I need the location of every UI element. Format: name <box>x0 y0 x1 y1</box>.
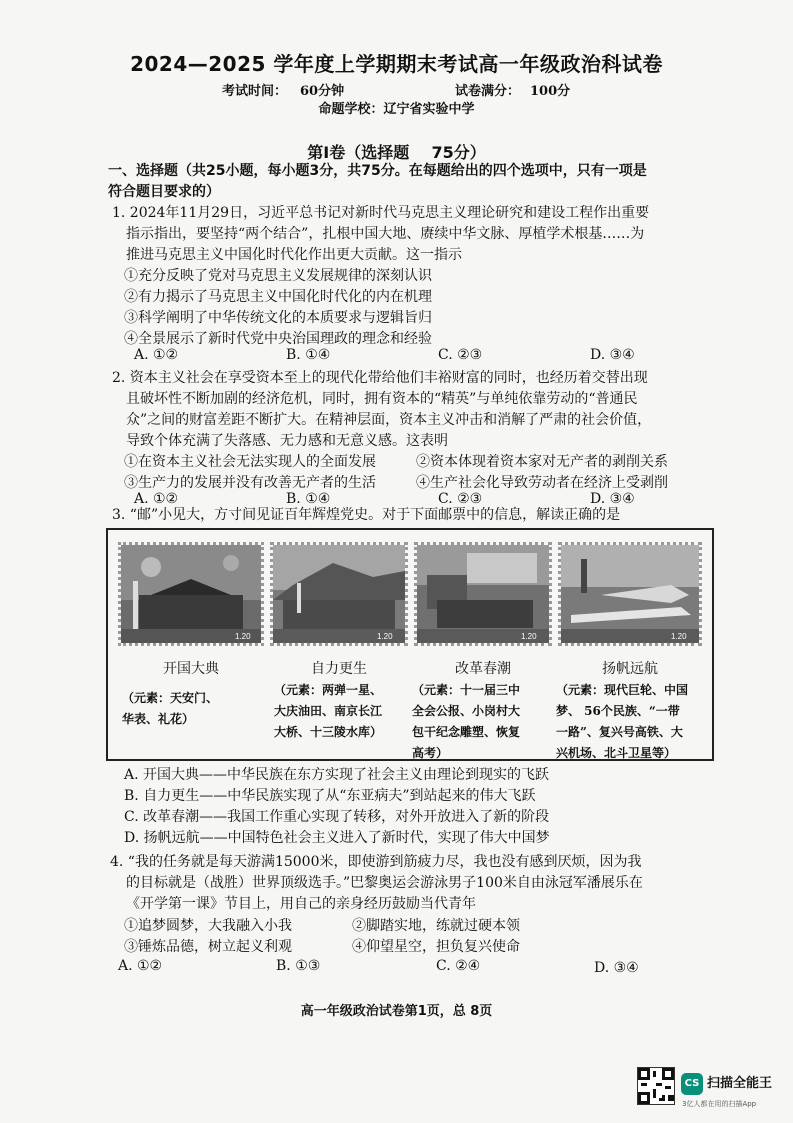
stamp-2-desc: （元素：两弹一星、 大庆油田、南京长江 大桥、十三陵水库） <box>274 683 383 739</box>
qr-code-icon <box>637 1067 675 1105</box>
instructions-line-1: 一、选择题（共25小题，每小题3分，共75分。在每题给出的四个选项中，只有一项是 <box>108 163 647 179</box>
q1-stem-line-1: 1. 2024年11月29日，习近平总书记对新时代马克思主义理论研究和建设工程作出重要 <box>112 205 650 221</box>
q4-item-4: ④仰望星空，担负复兴使命 <box>352 939 520 955</box>
stamp-2-denomination: 1.20 <box>377 632 393 641</box>
q3-option-a[interactable]: A. 开国大典——中华民族在东方实现了社会主义由理论到现实的飞跃 <box>124 767 550 783</box>
q2-stem-line-4: 导致个体充满了失落感、无力感和无意义感。这表明 <box>126 433 448 449</box>
stamp-1-caption: 开国大典 <box>163 661 219 677</box>
camscanner-tagline: 3亿人都在用的扫描App <box>682 1100 757 1108</box>
exam-score-value: 100分 <box>530 84 571 99</box>
camscanner-name: 扫描全能王 <box>707 1076 773 1091</box>
q3-option-b[interactable]: B. 自力更生——中华民族实现了从“东亚病夫”到站起来的伟大飞跃 <box>124 788 536 804</box>
q2-stem-line-1: 2. 资本主义社会在享受资本至上的现代化带给他们丰裕财富的同时，也经历着交替出现 <box>112 370 648 386</box>
q4-item-3: ③锤炼品德，树立起义利观 <box>124 939 292 955</box>
exam-time-label: 考试时间： <box>222 84 288 99</box>
q4-stem-line-1: 4. “我的任务就是每天游满15000米，即使游到筋疲力尽，我也没有感到厌烦，因为我 <box>110 854 642 870</box>
q4-item-2: ②脚踏实地，练就过硬本领 <box>352 918 520 934</box>
stamp-self-reliance <box>270 542 408 646</box>
q2-stem-line-2: 且破坏性不断加剧的经济危机，同时，拥有资本的“精英”与单纯依靠劳动的“普通民 <box>126 391 638 407</box>
stamp-4-desc: （元素：现代巨轮、中国 梦、 56个民族、“一带 一路”、复兴号高铁、大 兴机场、北斗卫星等） <box>556 683 689 760</box>
stamp-3-denomination: 1.20 <box>521 632 537 641</box>
q1-option-c[interactable]: C. ②③ <box>438 347 483 363</box>
q2-item-3: ③生产力的发展并没有改善无产者的生活 <box>124 475 376 491</box>
q4-stem-line-3: 《开学第一课》节目上，用自己的亲身经历鼓励当代青年 <box>126 896 476 912</box>
q4-stem-line-2: 的目标就是（战胜）世界顶级选手。”巴黎奥运会游泳男子100米自由泳冠军潘展乐在 <box>126 875 643 891</box>
q1-option-d[interactable]: D. ③④ <box>590 347 635 363</box>
exam-school: 命题学校：辽宁省实验中学 <box>318 102 475 117</box>
exam-score-label: 试卷满分： <box>455 84 521 99</box>
q1-stem-line-2: 指示指出，要坚持“两个结合”，扎根中国大地、赓续中华文脉、厚植学术根基……为 <box>126 226 645 242</box>
q1-item-3: ③科学阐明了中华传统文化的本质要求与逻辑旨归 <box>124 310 432 326</box>
q1-item-1: ①充分反映了党对马克思主义发展规律的深刻认识 <box>124 268 432 284</box>
q2-option-d[interactable]: D. ③④ <box>590 491 635 507</box>
camscanner-logo-icon: CS <box>681 1073 703 1095</box>
q2-option-a[interactable]: A. ①② <box>134 491 179 507</box>
q2-stem-line-3: 众”之间的财富差距不断扩大。在精神层面，资本主义冲击和消解了严肃的社会价值， <box>126 412 652 428</box>
stamp-founding-ceremony <box>118 542 264 646</box>
q4-option-b[interactable]: B. ①③ <box>276 958 321 974</box>
q2-option-b[interactable]: B. ①④ <box>286 491 331 507</box>
q1-stem-line-3: 推进马克思主义中国化时代化作出更大贡献。这一指示 <box>126 247 462 263</box>
stamp-1-desc: （元素：天安门、 华表、礼花） <box>122 691 219 726</box>
stamp-4-caption: 扬帆远航 <box>602 661 658 677</box>
section-title: 第Ⅰ卷（选择题 75分） <box>307 143 486 162</box>
stamp-2-caption: 自力更生 <box>311 661 367 677</box>
stamp-figure-box <box>106 528 714 761</box>
q4-option-c[interactable]: C. ②④ <box>436 958 481 974</box>
stamp-reform-tide <box>414 542 552 646</box>
q2-item-4: ④生产社会化导致劳动者在经济上受剥削 <box>416 475 668 491</box>
q2-item-2: ②资本体现着资本家对无产者的剥削关系 <box>416 454 668 470</box>
q3-option-c[interactable]: C. 改革春潮——我国工作重心实现了转移，对外开放进入了新的阶段 <box>124 809 550 825</box>
instructions-line-2: 符合题目要求的） <box>108 184 220 200</box>
q1-item-4: ④全景展示了新时代党中央治国理政的理念和经验 <box>124 331 432 347</box>
q1-option-b[interactable]: B. ①④ <box>286 347 331 363</box>
exam-title: 2024—2025 学年度上学期期末考试高一年级政治科试卷 <box>130 52 663 76</box>
q4-option-d[interactable]: D. ③④ <box>594 960 639 976</box>
q2-item-1: ①在资本主义社会无法实现人的全面发展 <box>124 454 376 470</box>
q2-option-c[interactable]: C. ②③ <box>438 491 483 507</box>
q1-item-2: ②有力揭示了马克思主义中国化时代化的内在机理 <box>124 289 432 305</box>
stamp-3-caption: 改革春潮 <box>455 661 511 677</box>
stamp-setting-sail <box>558 542 702 646</box>
q1-option-a[interactable]: A. ①② <box>134 347 179 363</box>
page-footer: 高一年级政治试卷第1页，总 8页 <box>300 1004 493 1019</box>
stamp-3-desc: （元素：十一届三中 全会公报、小岗村大 包干纪念雕塑、恢复 高考） <box>412 683 521 760</box>
q4-item-1: ①追梦圆梦，大我融入小我 <box>124 918 292 934</box>
q3-option-d[interactable]: D. 扬帆远航——中国特色社会主义进入了新时代，实现了伟大中国梦 <box>124 830 550 846</box>
q4-option-a[interactable]: A. ①② <box>118 958 163 974</box>
exam-time-value: 60分钟 <box>300 84 345 99</box>
stamp-1-denomination: 1.20 <box>235 632 251 641</box>
q3-stem: 3. “邮”小见大，方寸间见证百年辉煌党史。对于下面邮票中的信息，解读正确的是 <box>112 507 621 523</box>
stamp-4-denomination: 1.20 <box>671 632 687 641</box>
